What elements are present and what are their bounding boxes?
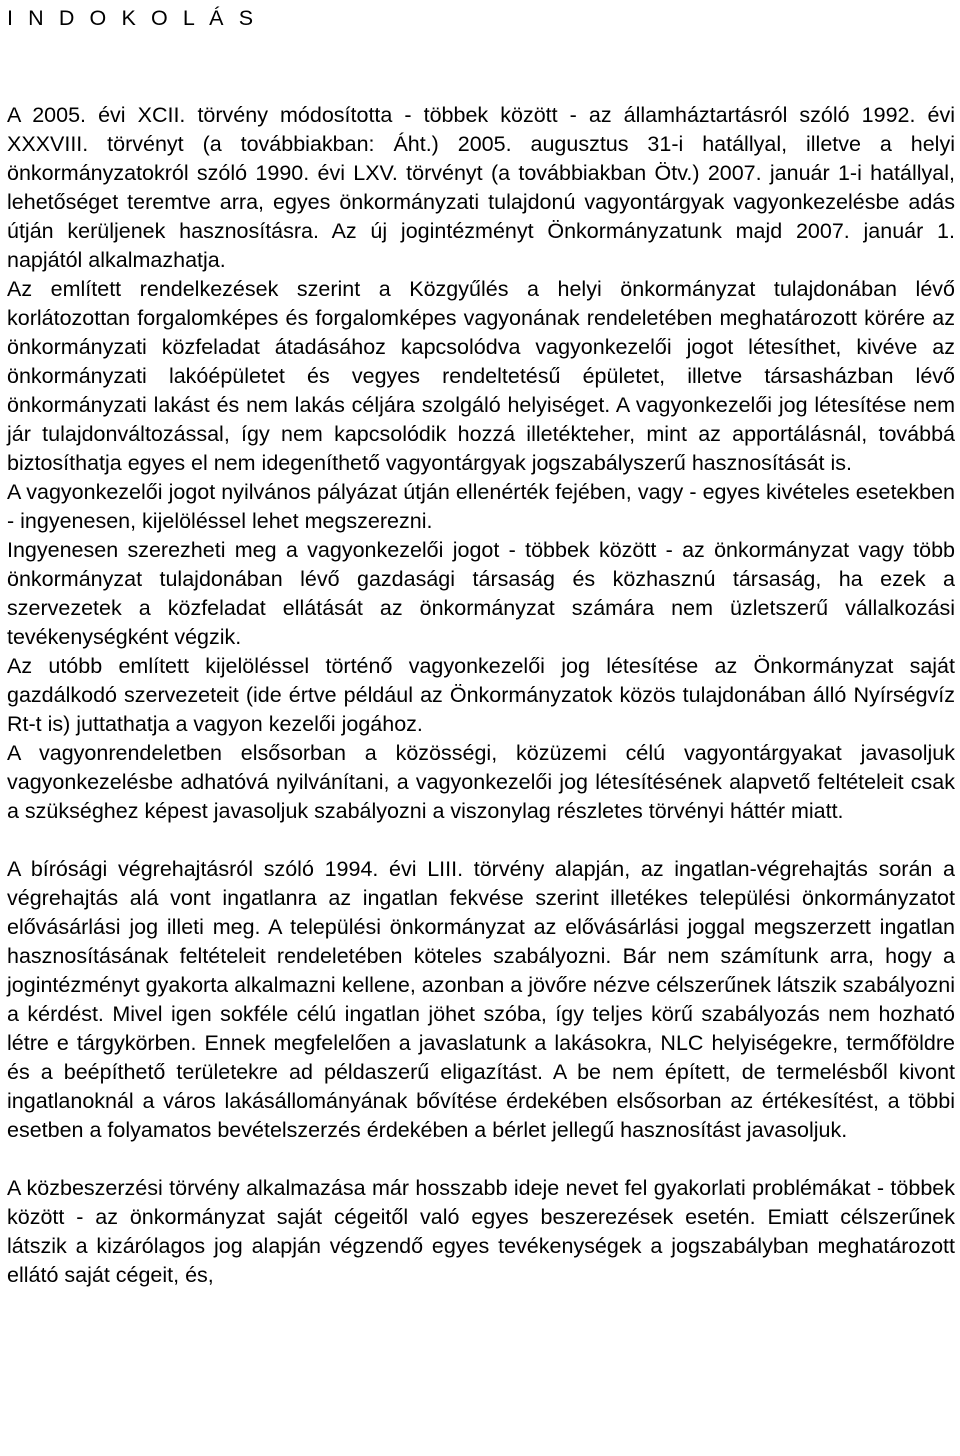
paragraph-public-procurement: A közbeszerzési törvény alkalmazása már hosszabb ideje nevet fel gyakorlati problémákat - többek között - az önkormányzat saját cégeitől való egyes beszerezések esetén. Emiatt célszerűnek látszik a kizárólagos jog alapján végzendő egyes tevékenységek a jogszabályban meghatározott ellátó saját cégeit, és,: [7, 1176, 955, 1287]
paragraph-free-acquisition: Ingyenesen szerezheti meg a vagyonkezelői jogot - többek között - az önkormányzat vagy több önkormányzat tulajdonában lévő gazdasági társaság és közhasznú társaság, ha ezek a szervezetek a közfeladat ellátását az önkormányzat számára nem üzletszerű vállalkozási tevékenységként végzik.: [7, 538, 955, 649]
paragraph-asset-management-rights: Az említett rendelkezések szerint a Közgyűlés a helyi önkormányzat tulajdonában lévő korlátozottan forgalomképes és forgalomképes vagyonának rendeletében meghatározott körére az önkormányzati közfeladat átadásához kapcsolódva vagyonkezelői jogot létesíthet, kivéve az önkormányzati lakóépületet és vegyes rendeltetésű épületet, illetve társasházban lévő önkormányzati lakást és nem lakás céljára szolgáló helyiséget. A vagyonkezelői jog létesítése nem jár tulajdonváltozással, így nem kapcsolódik hozzá illetékteher, mint az apportálásnál, továbbá biztosíthatja egyes el nem idegeníthető vagyontárgyak jogszabályszerű hasznosítását is.: [7, 277, 955, 475]
paragraph-legal-background: A 2005. évi XCII. törvény módosította - többek között - az államháztartásról szóló 1992. évi XXXVIII. törvényt (a továbbiakban: Áht.) 2005. augusztus 31-i hatállyal, illetve a helyi önkormányzatokról szóló 1990. évi LXV. törvényt (a továbbiakban Ötv.) 2007. január 1-i hatállyal, lehetőséget teremtve arra, egyes önkormányzati tulajdonú vagyontárgyak vagyonkezelésbe adás útján kerüljenek hasznosításra. Az új jogintézményt Önkormányzatunk majd 2007. január 1. napjától alkalmazhatja.: [7, 103, 955, 272]
paragraph-pre-emption-right: A bírósági végrehajtásról szóló 1994. évi LIII. törvény alapján, az ingatlan-végrehajtás során a végrehajtás alá vont ingatlanra az ingatlan fekvése szerint illetékes települési önkormányzatot elővásárlási jog illeti meg. A települési önkormányzat az elővásárlási joggal megszerzett ingatlan hasznosításának feltételeit rendeletében köteles szabályozni. Bár nem számítunk arra, hogy a jogintézményt gyakorta alkalmazni kellene, azonban a jövőre nézve célszerűnek látszik szabályozni a kérdést. Mivel igen sokféle célú ingatlan jöhet szóba, így teljes körű szabályozás nem hozható létre e tárgykörben. Ennek megfelelően a javaslatunk a lakásokra, NLC helyiségekre, termőföldre és a beépíthető területekre ad példaszerű eligazítást. A be nem épített, de termelésből kivont ingatlanoknál a város lakásállományának bővítése érdekében elsősorban az értékesítést, a többi esetben a folyamatos bevételszerzés érdekében a bérlet jellegű hasznosítást javasoljuk.: [7, 857, 955, 1142]
paragraph-acquisition-method: A vagyonkezelői jogot nyilvános pályázat útján ellenérték fejében, vagy - egyes kivételes esetekben - ingyenesen, kijelöléssel lehet megszerezni.: [7, 480, 955, 533]
document-page: [7, 0, 955, 1290]
document-title: I N D O K O L Á S: [7, 6, 258, 30]
paragraph-designation: Az utóbb említett kijelöléssel történő vagyonkezelői jog létesítése az Önkormányzat saját gazdálkodó szervezeteit (ide értve például az Önkormányzatok közös tulajdonában álló Nyírségvíz Rt-t is) juttathatja a vagyon kezelői jogához.: [7, 654, 955, 736]
paragraph-proposal: A vagyonrendeletben elsősorban a közösségi, közüzemi célú vagyontárgyakat javasoljuk vagyonkezelésbe adhatóvá nyilvánítani, a vagyonkezelői jog létesítésének alapvető feltételeit csak a szükséghez képest javasoljuk szabályozni a viszonylag részletes törvényi háttér miatt.: [7, 741, 955, 823]
